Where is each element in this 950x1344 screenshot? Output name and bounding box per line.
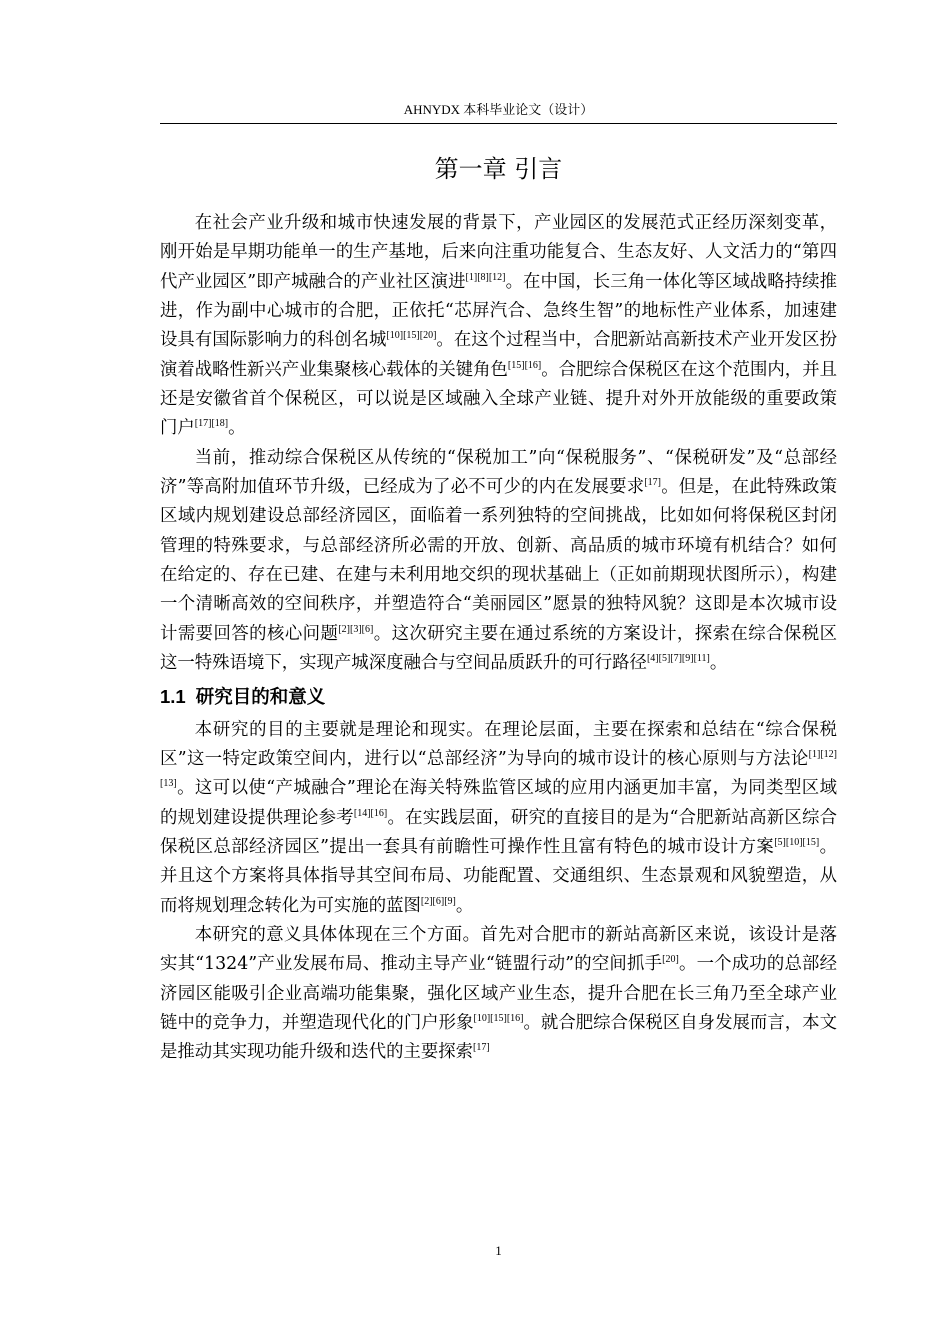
running-header: AHNYDX 本科毕业论文（设计） — [403, 102, 594, 117]
citation-ref: [17][18] — [194, 418, 229, 430]
citation-ref: [10][15][20] — [386, 330, 437, 342]
citation-ref: [2][6][9] — [420, 895, 456, 907]
intro-paragraphs — [160, 209, 837, 679]
paragraph — [160, 444, 837, 679]
section-title-text: 研究目的和意义 — [195, 686, 326, 708]
paragraph-text: 。 — [709, 653, 728, 674]
paragraph-text: 。在这个过程当中，合肥新站高新技术产业开发区扮演着战略性新兴产业集聚核心载体的关键角色 — [160, 330, 837, 380]
header-rule — [160, 123, 837, 124]
section-number: 1.1 — [160, 685, 186, 707]
citation-ref: [10][15][16] — [473, 1012, 524, 1024]
chapter-title: 第一章 引言 — [434, 155, 563, 183]
paragraph-text: 。这次研究主要在通过系统的方案设计，探索在综合保税区这一特殊语境下，实现产城深度融合与空间品质跃升的可行路径 — [160, 623, 837, 674]
paragraph-text: 本研究的意义具体体现在三个方面。首先对合肥市的新站高新区来说，该设计是落实其“1324”产业发展布局、推动主导产业“链盟行动”的空间抓手 — [160, 924, 837, 975]
paragraph-text: 。 — [455, 895, 474, 916]
section-heading — [160, 682, 837, 712]
citation-ref: [5][10][15] — [774, 836, 820, 848]
section-paragraphs — [160, 716, 837, 1068]
citation-ref: [20] — [662, 954, 679, 966]
paragraph-text: 在社会产业升级和城市快速发展的背景下，产业园区的发展范式正经历深刻变革，刚开始是早期功能单一的生产基地，后来向注重功能复合、生态友好、人文活力的“第四代产业园区”即产城融合的产业社区演进 — [160, 213, 837, 292]
paragraph-text: 。在中国，长三角一体化等区域战略持续推进，作为副中心城市的合肥，正依托“芯屏汽合、急终生智”的地标性产业体系，加速建设具有国际影响力的科创名城 — [160, 271, 837, 351]
paragraph-text: 。并且这个方案将具体指导其空间布局、功能配置、交通组织、生态景观和风貌塑造，从而将规划理念转化为可实施的蓝图 — [160, 836, 837, 916]
citation-ref: [1][12][13] — [160, 748, 837, 790]
citation-ref: [4][5][7][9][11] — [646, 653, 710, 665]
citation-ref: [17] — [473, 1042, 490, 1054]
paragraph-text: 本研究的目的主要就是理论和现实。在理论层面，主要在探索和总结在“综合保税区”这一特定政策空间内，进行以“总部经济”为导向的城市设计的核心原则与方法论 — [160, 719, 837, 769]
body-text — [160, 209, 837, 1068]
paragraph-text: 。合肥综合保税区在这个范围内，并且还是安徽省首个保税区，可以说是区域融入全球产业链、提升对外开放能级的重要政策门户 — [160, 359, 837, 439]
page-number: 1 — [495, 1243, 502, 1258]
citation-ref: [17] — [644, 477, 661, 489]
paragraph — [160, 921, 837, 1068]
paragraph-text: 。 — [228, 418, 246, 439]
citation-ref: [2][3][6] — [338, 623, 374, 635]
paragraph-text: 。就合肥综合保税区自身发展而言，本文是推动其实现功能升级和迭代的主要探索 — [160, 1012, 837, 1063]
paragraph — [160, 716, 837, 921]
paragraph-text: 当前，推动综合保税区从传统的“保税加工”向“保税服务”、“保税研发”及“总部经济”等高附加值环节升级，已经成为了必不可少的内在发展要求 — [160, 447, 837, 498]
paragraph-text: 。但是，在此特殊政策区域内规划建设总部经济园区，面临着一系列独特的空间挑战，比如如何将保税区封闭管理的特殊要求，与总部经济所必需的开放、创新、高品质的城市环境有机结合？如何在给定的、存在已建、在建与未利用地交织的现状基础上（正如前期现状图所示），构建一个清晰高效的空间秩序，并塑造符合“美丽园区”愿景的独特风貌？这即是本次城市设计需要回答的核心问题 — [160, 477, 837, 644]
paragraph-text: 。在实践层面，研究的直接目的是为“合肥新站高新区综合保税区总部经济园区”提出一套具有前瞻性可操作性且富有特色的城市设计方案 — [160, 807, 837, 857]
citation-ref: [1][8][12] — [465, 271, 506, 283]
citation-ref: [15][16] — [507, 359, 542, 371]
paragraph-text: 。一个成功的总部经济园区能吸引企业高端功能集聚，强化区域产业生态，提升合肥在长三角乃至全球产业链中的竞争力，并塑造现代化的门户形象 — [160, 954, 837, 1033]
paragraph — [160, 209, 837, 444]
paragraph-text: 。这可以使“产城融合”理论在海关特殊监管区域的应用内涵更加丰富，为同类型区域的规划建设提供理论参考 — [160, 778, 837, 828]
citation-ref: [14][16] — [353, 807, 388, 819]
